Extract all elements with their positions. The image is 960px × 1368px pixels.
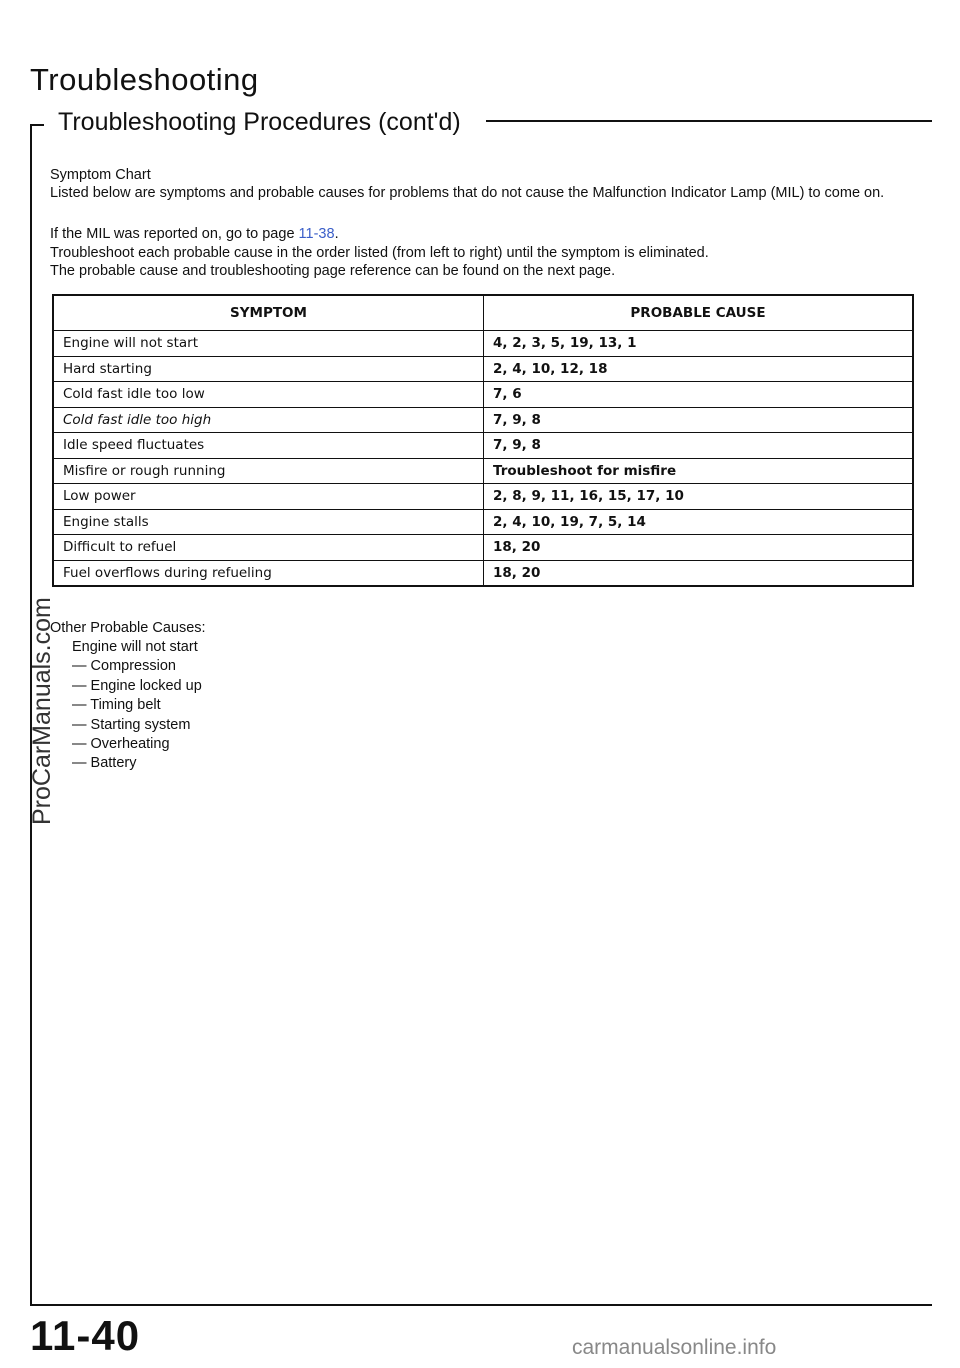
list-item: — Battery (72, 755, 137, 772)
symptom-table (52, 294, 914, 587)
symptom-cell: Hard starting (53, 356, 484, 382)
other-causes-subheading: Engine will not start (72, 639, 198, 655)
symptom-cell: Misfire or rough running (53, 458, 484, 484)
symptom-cell: Difficult to refuel (53, 535, 484, 561)
symptom-column-header: SYMPTOM (53, 295, 484, 331)
bottom-border-rule (30, 1304, 932, 1306)
list-item: — Timing belt (72, 697, 161, 714)
table-row (53, 382, 913, 408)
symptom-cell: Low power (53, 484, 484, 510)
list-item: — Compression (72, 658, 176, 675)
table-row (53, 356, 913, 382)
header-rule-right (486, 120, 932, 122)
symptom-cell: Cold fast idle too high (53, 407, 484, 433)
table-row (53, 484, 913, 510)
mil-text: If the MIL was reported on, go to page (50, 226, 299, 242)
cause-cell: 4, 2, 3, 5, 19, 13, 1 (484, 331, 914, 357)
table-row (53, 331, 913, 357)
header-rule-left (30, 124, 44, 126)
symptom-cell: Engine stalls (53, 509, 484, 535)
list-item: — Overheating (72, 736, 170, 753)
list-item: — Engine locked up (72, 677, 202, 694)
list-item: — Starting system (72, 716, 191, 733)
cause-cell: 7, 9, 8 (484, 407, 914, 433)
other-causes-list (72, 638, 202, 774)
table-row (53, 433, 913, 459)
symptom-cell: Idle speed fluctuates (53, 433, 484, 459)
cause-cell: 18, 20 (484, 560, 914, 586)
table-row (53, 535, 913, 561)
other-causes-heading: Other Probable Causes: (50, 620, 206, 636)
table-row (53, 509, 913, 535)
footer-url: carmanualsonline.info (572, 1336, 777, 1359)
cause-cell: 7, 9, 8 (484, 433, 914, 459)
cause-column-header: PROBABLE CAUSE (484, 295, 914, 331)
symptom-cell: Engine will not start (53, 331, 484, 357)
order-note: Troubleshoot each probable cause in the order listed (from left to right) until the symptom is eliminated. (50, 245, 709, 261)
symptom-cell: Cold fast idle too low (53, 382, 484, 408)
symptom-chart-heading: Symptom Chart (50, 167, 151, 183)
table-row (53, 407, 913, 433)
intro-paragraph: Listed below are symptoms and probable causes for problems that do not cause the Malfunction Indicator Lamp (MIL) to come on. (50, 185, 885, 201)
mil-reference-line (50, 226, 339, 242)
table-row (53, 458, 913, 484)
symptom-cell: Fuel overflows during refueling (53, 560, 484, 586)
table-header-row (53, 295, 913, 331)
cause-cell: 2, 8, 9, 11, 16, 15, 17, 10 (484, 484, 914, 510)
cause-cell: 7, 6 (484, 382, 914, 408)
page-title: Troubleshooting (30, 62, 259, 97)
watermark-text: ProCarManuals.com (28, 597, 56, 825)
cause-cell: 18, 20 (484, 535, 914, 561)
section-subtitle: Troubleshooting Procedures (cont'd) (58, 108, 461, 136)
mil-end: . (334, 226, 339, 242)
table-row (53, 560, 913, 586)
cause-cell: Troubleshoot for misfire (484, 458, 914, 484)
cause-cell: 2, 4, 10, 12, 18 (484, 356, 914, 382)
reference-note: The probable cause and troubleshooting page reference can be found on the next page. (50, 263, 616, 279)
page-number: 11-40 (30, 1312, 141, 1359)
page-link-11-38[interactable]: 11-38 (298, 226, 335, 242)
cause-cell: 2, 4, 10, 19, 7, 5, 14 (484, 509, 914, 535)
